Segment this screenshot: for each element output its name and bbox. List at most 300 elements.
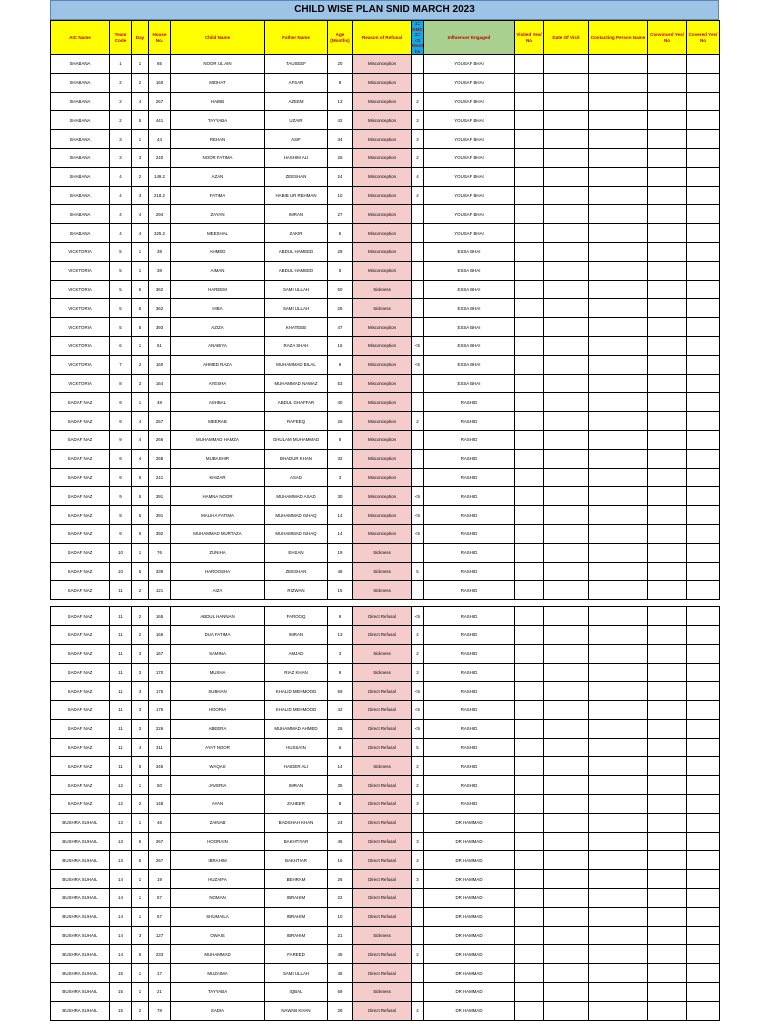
cell-convinced[interactable] <box>648 964 687 983</box>
cell-contacting-person[interactable] <box>589 738 648 757</box>
cell-contacting-person[interactable] <box>589 625 648 644</box>
cell-visited[interactable] <box>515 280 544 299</box>
cell-convinced[interactable] <box>648 524 687 543</box>
cell-contacting-person[interactable] <box>589 757 648 776</box>
cell-convinced[interactable] <box>648 813 687 832</box>
cell-date-of-visit[interactable] <box>544 757 589 776</box>
cell-visited[interactable] <box>515 92 544 111</box>
cell-contacting-person[interactable] <box>589 795 648 814</box>
cell-visited[interactable] <box>515 55 544 74</box>
cell-convinced[interactable] <box>648 562 687 581</box>
cell-visited[interactable] <box>515 926 544 945</box>
cell-reason: Misconception <box>353 261 412 280</box>
cell-convinced[interactable] <box>648 907 687 926</box>
cell-date-of-visit[interactable] <box>544 468 589 487</box>
cell-date-of-visit[interactable] <box>544 832 589 851</box>
cell-father-name: RAZA SHAH <box>265 336 328 355</box>
cell-age: 15 <box>328 581 353 600</box>
cell-child-name: AYAN <box>171 795 265 814</box>
cell-convinced[interactable] <box>648 148 687 167</box>
cell-visited[interactable] <box>515 682 544 701</box>
cell-visited[interactable] <box>515 299 544 318</box>
cell-visited[interactable] <box>515 111 544 130</box>
cell-visited[interactable] <box>515 393 544 412</box>
cell-contacting-person[interactable] <box>589 355 648 374</box>
cell-contacting-person[interactable] <box>589 468 648 487</box>
cell-date-of-visit[interactable] <box>544 506 589 525</box>
cell-visited[interactable] <box>515 261 544 280</box>
cell-visited[interactable] <box>515 543 544 562</box>
cell-date-of-visit[interactable] <box>544 607 589 626</box>
cell-covered[interactable] <box>687 374 720 393</box>
cell-covered[interactable] <box>687 964 720 983</box>
cell-covered[interactable] <box>687 889 720 908</box>
cell-house-no: 149.2 <box>149 167 171 186</box>
cell-contacting-person[interactable] <box>589 907 648 926</box>
cell-covered[interactable] <box>687 205 720 224</box>
cell-date-of-visit[interactable] <box>544 393 589 412</box>
cell-date-of-visit[interactable] <box>544 55 589 74</box>
cell-convinced[interactable] <box>648 374 687 393</box>
cell-date-of-visit[interactable] <box>544 487 589 506</box>
cell-convinced[interactable] <box>648 795 687 814</box>
cell-visited[interactable] <box>515 487 544 506</box>
cell-contacting-person[interactable] <box>589 449 648 468</box>
cell-contacting-person[interactable] <box>589 186 648 205</box>
cell-covered[interactable] <box>687 926 720 945</box>
cell-date-of-visit[interactable] <box>544 851 589 870</box>
cell-visited[interactable] <box>515 506 544 525</box>
cell-convinced[interactable] <box>648 73 687 92</box>
cell-convinced[interactable] <box>648 832 687 851</box>
cell-contacting-person[interactable] <box>589 719 648 738</box>
cell-convinced[interactable] <box>648 889 687 908</box>
cell-date-of-visit[interactable] <box>544 261 589 280</box>
cell-covered[interactable] <box>687 719 720 738</box>
cell-code: 3 <box>412 111 424 130</box>
cell-visited[interactable] <box>515 907 544 926</box>
cell-visited[interactable] <box>515 242 544 261</box>
cell-child-name: OWAIS <box>171 926 265 945</box>
cell-convinced[interactable] <box>648 186 687 205</box>
cell-visited[interactable] <box>515 607 544 626</box>
cell-house-no: 166 <box>149 625 171 644</box>
cell-contacting-person[interactable] <box>589 92 648 111</box>
cell-covered[interactable] <box>687 543 720 562</box>
cell-convinced[interactable] <box>648 543 687 562</box>
cell-convinced[interactable] <box>648 983 687 1002</box>
cell-visited[interactable] <box>515 964 544 983</box>
cell-house-no: 362 <box>149 299 171 318</box>
cell-aic-name: BUSHRA SUHAIL <box>51 1001 110 1020</box>
cell-house-no: 167 <box>149 644 171 663</box>
cell-convinced[interactable] <box>648 111 687 130</box>
cell-visited[interactable] <box>515 945 544 964</box>
cell-contacting-person[interactable] <box>589 130 648 149</box>
cell-reason: Direct Refusal <box>353 682 412 701</box>
cell-visited[interactable] <box>515 701 544 720</box>
cell-convinced[interactable] <box>648 468 687 487</box>
cell-visited[interactable] <box>515 813 544 832</box>
cell-convinced[interactable] <box>648 682 687 701</box>
cell-date-of-visit[interactable] <box>544 964 589 983</box>
cell-visited[interactable] <box>515 738 544 757</box>
cell-contacting-person[interactable] <box>589 506 648 525</box>
cell-contacting-person[interactable] <box>589 412 648 431</box>
cell-contacting-person[interactable] <box>589 581 648 600</box>
cell-date-of-visit[interactable] <box>544 92 589 111</box>
cell-contacting-person[interactable] <box>589 562 648 581</box>
cell-reason: Misconception <box>353 55 412 74</box>
cell-contacting-person[interactable] <box>589 543 648 562</box>
cell-contacting-person[interactable] <box>589 242 648 261</box>
cell-date-of-visit[interactable] <box>544 374 589 393</box>
cell-covered[interactable] <box>687 449 720 468</box>
cell-visited[interactable] <box>515 832 544 851</box>
cell-code: 3 <box>412 870 424 889</box>
cell-date-of-visit[interactable] <box>544 148 589 167</box>
cell-covered[interactable] <box>687 738 720 757</box>
cell-contacting-person[interactable] <box>589 663 648 682</box>
cell-visited[interactable] <box>515 663 544 682</box>
cell-visited[interactable] <box>515 318 544 337</box>
cell-covered[interactable] <box>687 412 720 431</box>
cell-covered[interactable] <box>687 430 720 449</box>
cell-covered[interactable] <box>687 167 720 186</box>
cell-visited[interactable] <box>515 1001 544 1020</box>
cell-date-of-visit[interactable] <box>544 625 589 644</box>
cell-covered[interactable] <box>687 983 720 1002</box>
cell-reason: Misconception <box>353 412 412 431</box>
cell-convinced[interactable] <box>648 261 687 280</box>
cell-contacting-person[interactable] <box>589 430 648 449</box>
cell-date-of-visit[interactable] <box>544 524 589 543</box>
cell-convinced[interactable] <box>648 625 687 644</box>
cell-convinced[interactable] <box>648 449 687 468</box>
cell-convinced[interactable] <box>648 318 687 337</box>
cell-covered[interactable] <box>687 524 720 543</box>
cell-contacting-person[interactable] <box>589 336 648 355</box>
cell-convinced[interactable] <box>648 130 687 149</box>
cell-covered[interactable] <box>687 318 720 337</box>
cell-date-of-visit[interactable] <box>544 543 589 562</box>
cell-contacting-person[interactable] <box>589 224 648 243</box>
cell-covered[interactable] <box>687 813 720 832</box>
cell-contacting-person[interactable] <box>589 870 648 889</box>
cell-team-code: 15 <box>110 983 132 1002</box>
cell-visited[interactable] <box>515 430 544 449</box>
cell-date-of-visit[interactable] <box>544 682 589 701</box>
cell-visited[interactable] <box>515 186 544 205</box>
cell-contacting-person[interactable] <box>589 261 648 280</box>
cell-visited[interactable] <box>515 130 544 149</box>
cell-covered[interactable] <box>687 355 720 374</box>
cell-date-of-visit[interactable] <box>544 318 589 337</box>
cell-visited[interactable] <box>515 776 544 795</box>
cell-covered[interactable] <box>687 73 720 92</box>
cell-date-of-visit[interactable] <box>544 299 589 318</box>
cell-contacting-person[interactable] <box>589 280 648 299</box>
cell-covered[interactable] <box>687 261 720 280</box>
cell-convinced[interactable] <box>648 738 687 757</box>
cell-contacting-person[interactable] <box>589 524 648 543</box>
cell-father-name: ASIF <box>265 130 328 149</box>
cell-covered[interactable] <box>687 682 720 701</box>
cell-visited[interactable] <box>515 851 544 870</box>
cell-covered[interactable] <box>687 130 720 149</box>
cell-date-of-visit[interactable] <box>544 813 589 832</box>
cell-covered[interactable] <box>687 945 720 964</box>
cell-date-of-visit[interactable] <box>544 412 589 431</box>
cell-contacting-person[interactable] <box>589 55 648 74</box>
cell-date-of-visit[interactable] <box>544 355 589 374</box>
cell-convinced[interactable] <box>648 776 687 795</box>
cell-covered[interactable] <box>687 757 720 776</box>
cell-covered[interactable] <box>687 776 720 795</box>
cell-convinced[interactable] <box>648 393 687 412</box>
cell-covered[interactable] <box>687 299 720 318</box>
cell-convinced[interactable] <box>648 945 687 964</box>
cell-covered[interactable] <box>687 55 720 74</box>
cell-visited[interactable] <box>515 73 544 92</box>
cell-date-of-visit[interactable] <box>544 644 589 663</box>
cell-contacting-person[interactable] <box>589 983 648 1002</box>
cell-visited[interactable] <box>515 449 544 468</box>
cell-contacting-person[interactable] <box>589 964 648 983</box>
cell-convinced[interactable] <box>648 757 687 776</box>
cell-date-of-visit[interactable] <box>544 983 589 1002</box>
cell-visited[interactable] <box>515 167 544 186</box>
cell-reason: Misconception <box>353 73 412 92</box>
cell-code: <5 <box>412 524 424 543</box>
cell-convinced[interactable] <box>648 242 687 261</box>
cell-convinced[interactable] <box>648 92 687 111</box>
table-body-top <box>51 55 720 600</box>
cell-date-of-visit[interactable] <box>544 1001 589 1020</box>
cell-contacting-person[interactable] <box>589 318 648 337</box>
cell-contacting-person[interactable] <box>589 945 648 964</box>
cell-covered[interactable] <box>687 701 720 720</box>
cell-convinced[interactable] <box>648 719 687 738</box>
cell-visited[interactable] <box>515 374 544 393</box>
cell-date-of-visit[interactable] <box>544 870 589 889</box>
cell-date-of-visit[interactable] <box>544 889 589 908</box>
cell-date-of-visit[interactable] <box>544 945 589 964</box>
cell-visited[interactable] <box>515 412 544 431</box>
cell-reason: Misconception <box>353 318 412 337</box>
cell-convinced[interactable] <box>648 205 687 224</box>
cell-convinced[interactable] <box>648 644 687 663</box>
cell-date-of-visit[interactable] <box>544 73 589 92</box>
cell-visited[interactable] <box>515 148 544 167</box>
cell-date-of-visit[interactable] <box>544 562 589 581</box>
cell-date-of-visit[interactable] <box>544 738 589 757</box>
cell-convinced[interactable] <box>648 870 687 889</box>
cell-visited[interactable] <box>515 468 544 487</box>
cell-covered[interactable] <box>687 393 720 412</box>
cell-covered[interactable] <box>687 562 720 581</box>
cell-covered[interactable] <box>687 607 720 626</box>
cell-visited[interactable] <box>515 355 544 374</box>
cell-date-of-visit[interactable] <box>544 719 589 738</box>
cell-date-of-visit[interactable] <box>544 242 589 261</box>
cell-covered[interactable] <box>687 644 720 663</box>
cell-visited[interactable] <box>515 336 544 355</box>
cell-date-of-visit[interactable] <box>544 167 589 186</box>
cell-covered[interactable] <box>687 468 720 487</box>
cell-convinced[interactable] <box>648 55 687 74</box>
cell-date-of-visit[interactable] <box>544 926 589 945</box>
cell-contacting-person[interactable] <box>589 148 648 167</box>
cell-covered[interactable] <box>687 92 720 111</box>
cell-visited[interactable] <box>515 983 544 1002</box>
cell-date-of-visit[interactable] <box>544 205 589 224</box>
cell-convinced[interactable] <box>648 224 687 243</box>
cell-contacting-person[interactable] <box>589 111 648 130</box>
cell-date-of-visit[interactable] <box>544 449 589 468</box>
cell-covered[interactable] <box>687 506 720 525</box>
cell-visited[interactable] <box>515 795 544 814</box>
cell-team-code: 2 <box>110 111 132 130</box>
cell-contacting-person[interactable] <box>589 487 648 506</box>
cell-date-of-visit[interactable] <box>544 186 589 205</box>
cell-visited[interactable] <box>515 224 544 243</box>
cell-influencer: YOUSAF BHAI <box>424 224 515 243</box>
cell-visited[interactable] <box>515 644 544 663</box>
cell-contacting-person[interactable] <box>589 701 648 720</box>
cell-date-of-visit[interactable] <box>544 111 589 130</box>
cell-convinced[interactable] <box>648 280 687 299</box>
cell-convinced[interactable] <box>648 355 687 374</box>
cell-date-of-visit[interactable] <box>544 907 589 926</box>
cell-convinced[interactable] <box>648 167 687 186</box>
cell-date-of-visit[interactable] <box>544 701 589 720</box>
cell-influencer: ESSA BHAI <box>424 336 515 355</box>
cell-father-name: IMRAN <box>265 625 328 644</box>
cell-covered[interactable] <box>687 581 720 600</box>
cell-covered[interactable] <box>687 870 720 889</box>
cell-contacting-person[interactable] <box>589 776 648 795</box>
cell-covered[interactable] <box>687 663 720 682</box>
cell-contacting-person[interactable] <box>589 393 648 412</box>
cell-contacting-person[interactable] <box>589 73 648 92</box>
cell-date-of-visit[interactable] <box>544 336 589 355</box>
cell-convinced[interactable] <box>648 663 687 682</box>
cell-contacting-person[interactable] <box>589 374 648 393</box>
cell-convinced[interactable] <box>648 430 687 449</box>
cell-visited[interactable] <box>515 524 544 543</box>
cell-contacting-person[interactable] <box>589 607 648 626</box>
cell-date-of-visit[interactable] <box>544 224 589 243</box>
cell-visited[interactable] <box>515 757 544 776</box>
cell-covered[interactable] <box>687 242 720 261</box>
cell-date-of-visit[interactable] <box>544 430 589 449</box>
cell-covered[interactable] <box>687 1001 720 1020</box>
cell-covered[interactable] <box>687 186 720 205</box>
cell-influencer: RASHID <box>424 738 515 757</box>
cell-convinced[interactable] <box>648 851 687 870</box>
cell-convinced[interactable] <box>648 701 687 720</box>
cell-visited[interactable] <box>515 870 544 889</box>
cell-convinced[interactable] <box>648 487 687 506</box>
cell-convinced[interactable] <box>648 1001 687 1020</box>
cell-influencer: YOUSAF BHAI <box>424 148 515 167</box>
cell-covered[interactable] <box>687 832 720 851</box>
cell-house-no: 127 <box>149 926 171 945</box>
cell-reason: Direct Refusal <box>353 813 412 832</box>
cell-convinced[interactable] <box>648 336 687 355</box>
cell-visited[interactable] <box>515 562 544 581</box>
cell-house-no: 21 <box>149 983 171 1002</box>
cell-date-of-visit[interactable] <box>544 776 589 795</box>
cell-visited[interactable] <box>515 205 544 224</box>
cell-reason: Misconception <box>353 393 412 412</box>
cell-visited[interactable] <box>515 581 544 600</box>
cell-convinced[interactable] <box>648 506 687 525</box>
cell-convinced[interactable] <box>648 581 687 600</box>
cell-reason: Misconception <box>353 487 412 506</box>
cell-visited[interactable] <box>515 625 544 644</box>
cell-covered[interactable] <box>687 487 720 506</box>
cell-influencer: YOUSAF BHAI <box>424 205 515 224</box>
header-covered: Covered Yes/ No <box>687 21 720 55</box>
cell-contacting-person[interactable] <box>589 1001 648 1020</box>
cell-contacting-person[interactable] <box>589 205 648 224</box>
cell-covered[interactable] <box>687 907 720 926</box>
cell-house-no: 17 <box>149 964 171 983</box>
cell-covered[interactable] <box>687 111 720 130</box>
cell-aic-name: SADAF NAZ <box>51 757 110 776</box>
cell-house-no: 38 <box>149 242 171 261</box>
cell-date-of-visit[interactable] <box>544 581 589 600</box>
cell-reason: Sickness <box>353 562 412 581</box>
cell-convinced[interactable] <box>648 926 687 945</box>
cell-contacting-person[interactable] <box>589 682 648 701</box>
cell-day: 5 <box>132 945 149 964</box>
cell-team-code: 4 <box>110 224 132 243</box>
cell-contacting-person[interactable] <box>589 832 648 851</box>
cell-covered[interactable] <box>687 795 720 814</box>
cell-convinced[interactable] <box>648 412 687 431</box>
cell-date-of-visit[interactable] <box>544 795 589 814</box>
cell-contacting-person[interactable] <box>589 299 648 318</box>
cell-visited[interactable] <box>515 719 544 738</box>
cell-covered[interactable] <box>687 336 720 355</box>
cell-covered[interactable] <box>687 148 720 167</box>
cell-covered[interactable] <box>687 625 720 644</box>
cell-date-of-visit[interactable] <box>544 280 589 299</box>
cell-covered[interactable] <box>687 280 720 299</box>
cell-day: 2 <box>132 73 149 92</box>
cell-contacting-person[interactable] <box>589 851 648 870</box>
cell-date-of-visit[interactable] <box>544 130 589 149</box>
cell-convinced[interactable] <box>648 299 687 318</box>
cell-contacting-person[interactable] <box>589 644 648 663</box>
cell-covered[interactable] <box>687 224 720 243</box>
cell-convinced[interactable] <box>648 607 687 626</box>
cell-aic-name: VICKTORIA <box>51 299 110 318</box>
cell-father-name: MUHAMMAD NAWAZ <box>265 374 328 393</box>
cell-contacting-person[interactable] <box>589 167 648 186</box>
cell-influencer: RASHID <box>424 468 515 487</box>
cell-visited[interactable] <box>515 889 544 908</box>
cell-aic-name: SADAF NAZ <box>51 524 110 543</box>
cell-date-of-visit[interactable] <box>544 663 589 682</box>
cell-contacting-person[interactable] <box>589 889 648 908</box>
cell-covered[interactable] <box>687 851 720 870</box>
cell-contacting-person[interactable] <box>589 926 648 945</box>
cell-contacting-person[interactable] <box>589 813 648 832</box>
